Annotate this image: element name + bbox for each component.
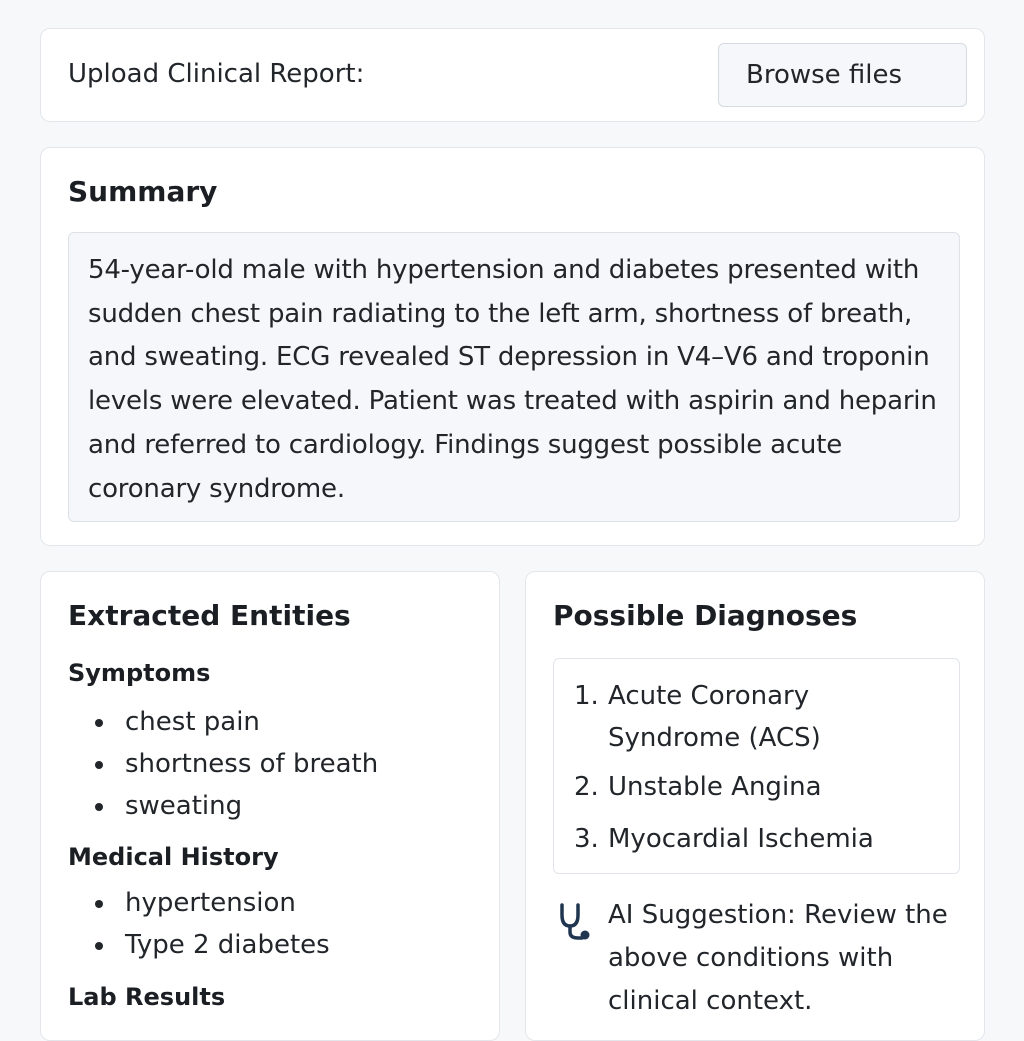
history-label: Type 2 diabetes bbox=[125, 930, 330, 960]
bullet-icon bbox=[95, 942, 103, 950]
medical-history-list bbox=[95, 882, 330, 966]
upload-panel bbox=[40, 28, 985, 122]
ai-suggestion-text: AI Suggestion: Review the above conditions with clinical context. bbox=[608, 900, 948, 1016]
diagnosis-item bbox=[574, 675, 944, 759]
diagnosis-label: Myocardial Ischemia bbox=[608, 824, 874, 854]
diagnosis-label: Unstable Angina bbox=[608, 772, 822, 802]
bullet-icon bbox=[95, 719, 103, 727]
list-item bbox=[95, 924, 330, 966]
diagnosis-number: 1. bbox=[574, 681, 599, 711]
diagnoses-list bbox=[553, 658, 960, 874]
diagnosis-item bbox=[574, 818, 944, 860]
bullet-icon bbox=[95, 803, 103, 811]
lab-results-heading: Lab Results bbox=[68, 983, 226, 1011]
symptoms-heading: Symptoms bbox=[68, 659, 211, 687]
diagnosis-number: 2. bbox=[574, 772, 599, 802]
symptom-label: shortness of breath bbox=[125, 749, 379, 779]
extracted-entities-title: Extracted Entities bbox=[68, 599, 351, 632]
browse-files-button[interactable]: Browse files bbox=[718, 43, 967, 107]
list-item bbox=[95, 743, 378, 785]
symptom-label: chest pain bbox=[125, 707, 260, 737]
symptom-label: sweating bbox=[125, 791, 243, 821]
diagnosis-number: 3. bbox=[574, 824, 599, 854]
diagnosis-item bbox=[574, 766, 944, 808]
bullet-icon bbox=[95, 900, 103, 908]
symptoms-list bbox=[95, 701, 378, 827]
possible-diagnoses-panel bbox=[525, 571, 985, 1041]
list-item bbox=[95, 701, 378, 743]
extracted-entities-panel bbox=[40, 571, 500, 1041]
medical-history-heading: Medical History bbox=[68, 843, 279, 871]
summary-title: Summary bbox=[68, 175, 218, 208]
summary-panel bbox=[40, 147, 985, 546]
list-item bbox=[95, 785, 378, 827]
possible-diagnoses-title: Possible Diagnoses bbox=[553, 599, 858, 632]
summary-text: 54-year-old male with hypertension and diabetes presented with sudden chest pain radiating to the left arm, shortness of breath, and sweating. ECG revealed ST depression in V4–V6 and troponin levels were elevated. Patient was treated with aspirin and heparin and referred to cardiology. Findings suggest possible acute coronary syndrome. bbox=[88, 255, 937, 504]
stethoscope-icon bbox=[556, 902, 592, 946]
list-item bbox=[95, 882, 330, 924]
bullet-icon bbox=[95, 761, 103, 769]
diagnosis-label: Acute Coronary Syndrome (ACS) bbox=[608, 681, 821, 753]
summary-box bbox=[68, 232, 960, 522]
upload-label: Upload Clinical Report: bbox=[68, 59, 365, 89]
history-label: hypertension bbox=[125, 888, 296, 918]
